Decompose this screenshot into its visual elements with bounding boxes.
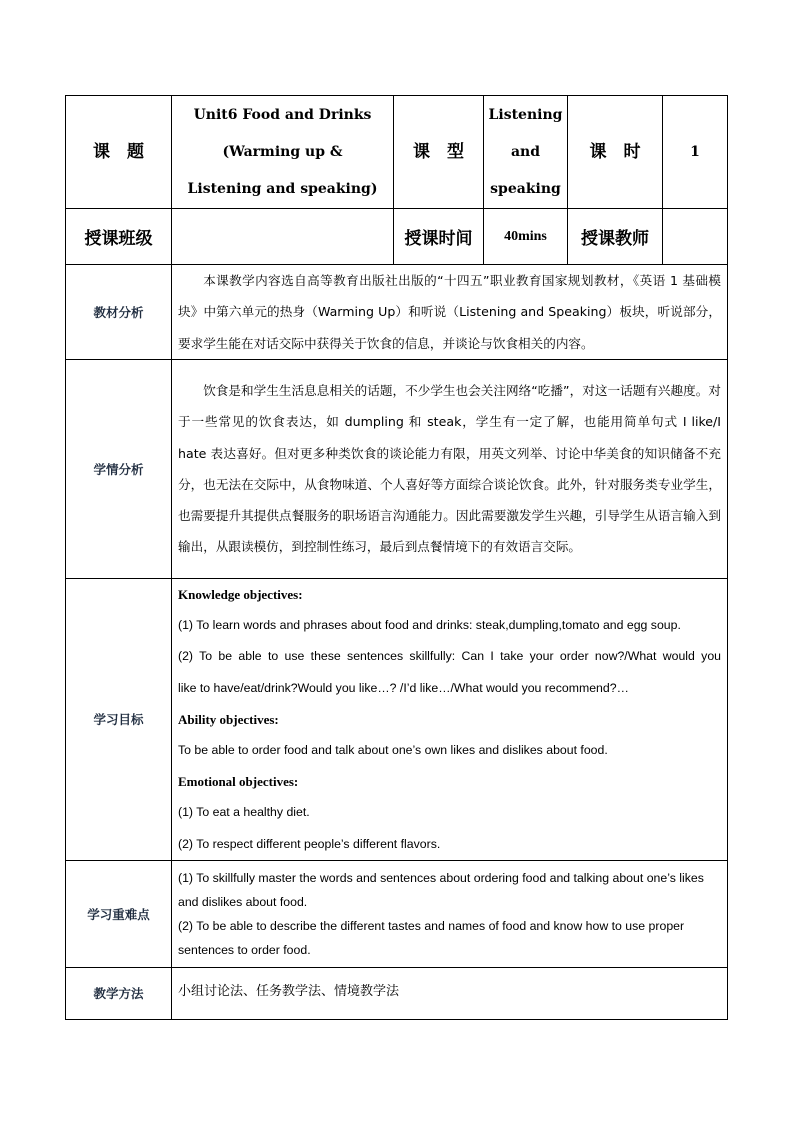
lesson-title-line: (Warming up &: [222, 143, 343, 160]
lesson-title-line: Unit6 Food and Drinks: [193, 106, 372, 123]
teacher-value: [663, 209, 728, 265]
methods-row: [66, 967, 728, 1019]
objectives-content: [172, 578, 728, 860]
student-analysis-text: [172, 359, 728, 578]
student-analysis-row: [66, 359, 728, 578]
methods-text: 小组讨论法、任务教学法、情境教学法: [172, 967, 728, 1019]
objectives-label: 学习目标: [66, 578, 172, 860]
lesson-type-line: Listening: [488, 106, 563, 123]
lesson-type-line: and: [510, 143, 541, 160]
ability-objective-1: To be able to order food and talk about one’s own likes and dislikes about food.: [178, 742, 608, 757]
time-value: 40mins: [484, 209, 568, 265]
lesson-title: [172, 96, 394, 209]
period-label: 课 时: [568, 96, 663, 209]
student-analysis-label: 学情分析: [66, 359, 172, 578]
emotional-objectives-heading: Emotional objectives:: [178, 774, 299, 790]
difficulties-content: [172, 860, 728, 967]
knowledge-objectives-heading: Knowledge objectives:: [178, 586, 303, 602]
objectives-row: [66, 578, 728, 860]
difficulty-1: (1) To skillfully master the words and sentences about ordering food and talking about one’s likes and dislikes about food.: [178, 870, 704, 909]
type-label: 课 型: [394, 96, 484, 209]
student-analysis-paragraph: 饮食是和学生生活息息相关的话题，不少学生也会关注网络“吃播”，对这一话题有兴趣度。对于一些常见的饮食表达，如 dumpling 和 steak，学生有一定了解，也能用简单句式 I like/I hate 表达喜好。但对更多种类饮食的谈论能力有限，用英文列举、讨论中华美食的知识储备不充分，也无法在交际中，从食物味道、个人喜好等方面综合谈论饮食。此外，针对服务类专业学生，也需要提升其提供点餐服务的职场语言沟通能力。因此需要激发学生兴趣，引导学生从语言输入到输出，从跟读模仿，到控制性练习，最后到点餐情境下的有效语言交际。: [178, 383, 721, 555]
class-label: 授课班级: [66, 209, 172, 265]
difficulties-label: 学习重难点: [66, 860, 172, 967]
teacher-label: 授课教师: [568, 209, 663, 265]
methods-label: 教学方法: [66, 967, 172, 1019]
material-analysis-text: [172, 265, 728, 360]
material-analysis-label: 教材分析: [66, 265, 172, 360]
material-analysis-paragraph: 本课教学内容选自高等教育出版社出版的“十四五”职业教育国家规划教材，《英语 1 基础模块》中第六单元的热身（Warming Up）和听说（Listening and Speaking）板块，听说部分，要求学生能在对话交际中获得关于饮食的信息，并谈论与饮食相关的内容。: [178, 273, 721, 351]
emotional-objective-2: (2) To respect different people’s different flavors.: [178, 836, 441, 851]
knowledge-objective-1: (1) To learn words and phrases about food and drinks: steak,dumpling,tomato and egg soup.: [178, 618, 681, 633]
info-row: [66, 209, 728, 265]
lesson-title-line: Listening and speaking): [187, 180, 378, 197]
time-label: 授课时间: [394, 209, 484, 265]
topic-label: 课 题: [66, 96, 172, 209]
ability-objectives-heading: Ability objectives:: [178, 711, 279, 727]
difficulties-row: [66, 860, 728, 967]
period-value: 1: [663, 96, 728, 209]
emotional-objective-1: (1) To eat a healthy diet.: [178, 805, 310, 820]
difficulty-2: (2) To be able to describe the different tastes and names of food and know how to use proper sentences to order food.: [178, 918, 685, 957]
knowledge-objective-2: (2) To be able to use these sentences skillfully: Can I take your order now?/What would you: [178, 649, 721, 664]
material-analysis-row: [66, 265, 728, 360]
class-value: [172, 209, 394, 265]
knowledge-objective-2-cont: like to have/eat/drink?Would you like…? /I’d like…/What would you recommend?…: [178, 680, 629, 695]
lesson-type-line: speaking: [490, 180, 561, 197]
lesson-plan-table: [65, 95, 728, 1020]
header-row: [66, 96, 728, 209]
lesson-type: [484, 96, 568, 209]
